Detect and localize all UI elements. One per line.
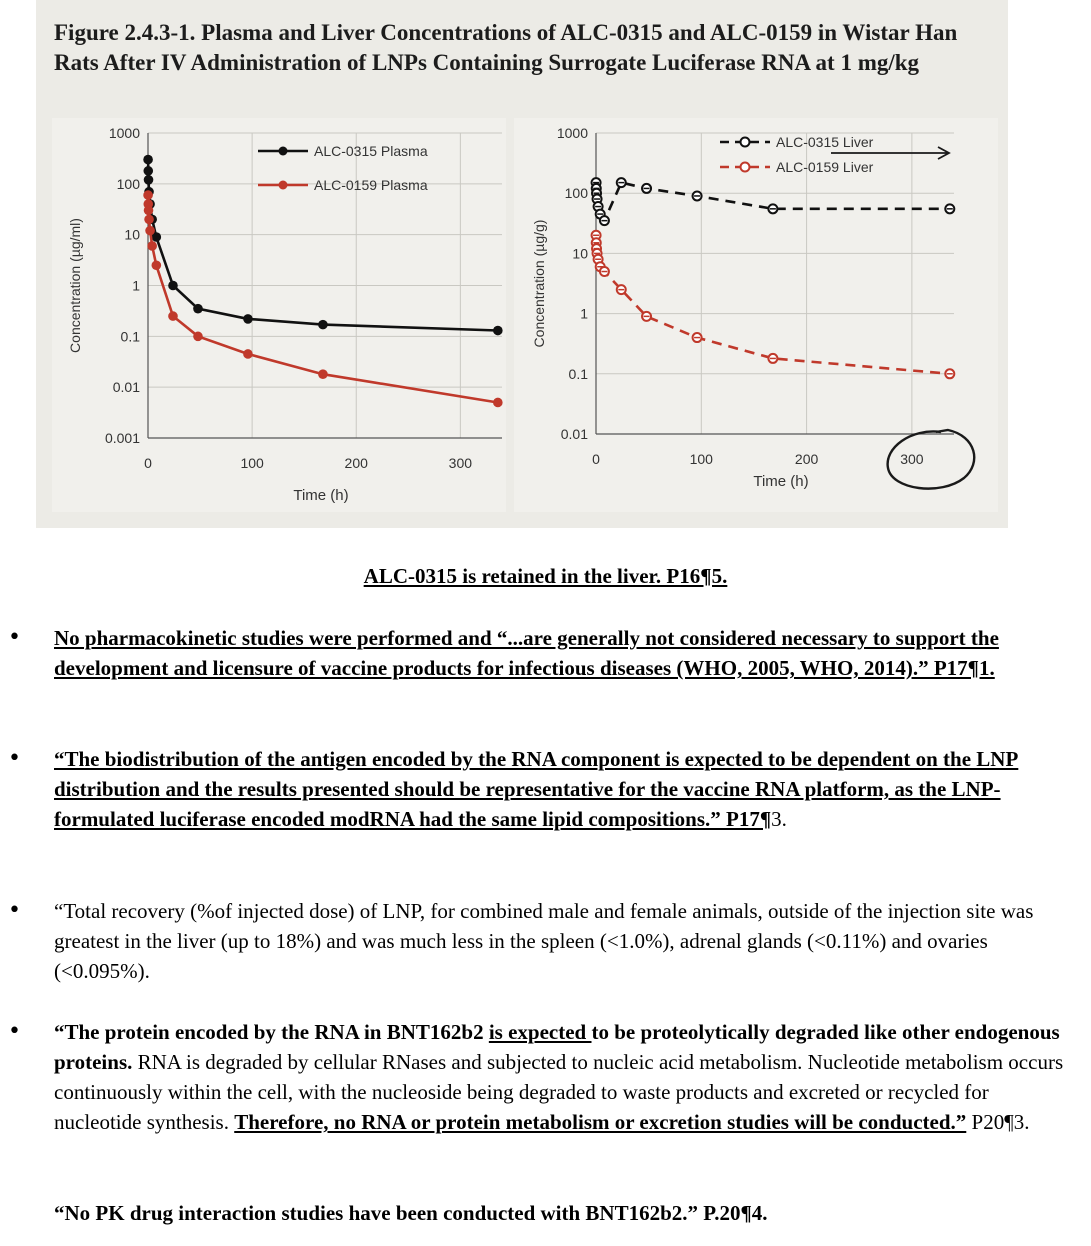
bullet-text-bold: to be proteolytically degraded like other endogenous proteins. (54, 1020, 1060, 1074)
y-tick-label: 1 (132, 277, 140, 294)
x-tick-label: 200 (344, 455, 368, 471)
y-tick-label: 1000 (108, 125, 140, 141)
x-tick-label: 200 (794, 451, 819, 467)
figure-title: Figure 2.4.3-1. Plasma and Liver Concentrations of ALC-0315 and ALC-0159 in Wistar Han Rats After IV Administration of LNPs Containing Surrogate Luciferase RNA at 1 mg/kg (54, 20, 958, 75)
bullet-text-underlined: Therefore, no RNA or protein metabolism or excretion studies will be conducted.” (234, 1110, 967, 1134)
data-point (318, 320, 328, 330)
x-tick-label: 0 (144, 455, 152, 471)
y-axis-label: Concentration (µg/g) (531, 219, 547, 348)
x-axis-label: Time (h) (293, 487, 349, 504)
y-tick-label: 100 (564, 185, 588, 202)
data-point (147, 241, 157, 251)
y-tick-label: 0.1 (568, 365, 588, 382)
legend-label: ALC-0315 Liver (776, 134, 874, 150)
x-tick-label: 100 (240, 455, 264, 471)
bullet-pk-studies (8, 623, 1074, 683)
liver-chart (514, 118, 998, 512)
data-point (168, 281, 178, 291)
data-point (493, 398, 503, 408)
x-tick-label: 300 (900, 451, 924, 467)
y-tick-label: 1 (580, 305, 588, 322)
legend-label: ALC-0315 Plasma (314, 143, 428, 159)
data-point (143, 190, 153, 200)
y-tick-label: 1000 (556, 125, 588, 141)
bullet-marker: • (8, 1019, 21, 1044)
y-axis-label: Concentration (µg/ml) (67, 218, 83, 353)
data-point (143, 166, 153, 176)
data-point (143, 155, 153, 165)
legend-label: ALC-0159 Plasma (314, 177, 428, 193)
data-point (168, 311, 178, 321)
bullet-marker: • (8, 746, 21, 771)
legend-marker (741, 138, 750, 147)
plasma-chart (52, 118, 506, 512)
bullet-text-underlined: “The biodistribution of the antigen encoded by the RNA component is expected to be dependent on the LNP distribution and the results presented should be representative for the vaccine RNA platform, as the LNP-formulated luciferase encoded modRNA had the same lipid compositions.” P17¶ (54, 747, 1019, 831)
x-tick-label: 0 (592, 451, 600, 467)
data-point (144, 215, 154, 225)
legend-marker (741, 163, 750, 172)
data-point (144, 175, 154, 185)
bullet-marker: • (8, 898, 21, 923)
figure-photo (36, 0, 1008, 528)
y-tick-label: 10 (124, 226, 140, 243)
data-point (193, 332, 203, 342)
y-tick-label: 0.1 (120, 328, 140, 345)
legend-marker (279, 181, 288, 190)
y-tick-label: 100 (116, 175, 140, 192)
bullet-text-underlined: is expected (488, 1020, 592, 1044)
data-point (243, 349, 253, 359)
data-point (243, 314, 253, 324)
figure-caption (0, 563, 1091, 589)
bullet-total-recovery (8, 896, 1074, 986)
x-tick-label: 100 (689, 451, 713, 467)
legend-label: ALC-0159 Liver (776, 159, 874, 175)
bullet-text-bold: “The protein encoded by the RNA in BNT162b2 (54, 1020, 489, 1044)
bullet-text: “Total recovery (%of injected dose) of LNP, for combined male and female animals, outside of the injection site was greatest in the liver (up to 18%) and was much less in the spleen (<1.0%), adrenal glands (<0.11%) and ovaries (<0.095%). (54, 899, 1034, 983)
bullet-biodistribution (8, 744, 1074, 834)
y-tick-label: 0.01 (112, 379, 140, 396)
x-axis-label: Time (h) (753, 473, 809, 490)
y-tick-label: 0.001 (104, 430, 140, 446)
data-point (152, 260, 162, 270)
bullet-protein-degradation (8, 1017, 1074, 1137)
data-point (144, 206, 154, 216)
data-point (318, 369, 328, 379)
caption-text: ALC-0315 is retained in the liver. P16¶5. (363, 564, 728, 588)
x-tick-label: 300 (448, 455, 473, 471)
data-point (145, 226, 155, 236)
y-tick-label: 0.01 (560, 426, 588, 442)
data-point (193, 304, 203, 314)
bullet-text: No pharmacokinetic studies were performed and “...are generally not considered necessary to support the development and licensure of vaccine products for infectious diseases (WHO, 2005, WHO, 2014).” P17¶1. (54, 626, 999, 680)
y-tick-label: 10 (572, 245, 588, 262)
bullet-text-plain: RNA is degraded by cellular RNases and subjected to nucleic acid metabolism. Nucleotide metabolism occurs continuously within the cell, with the nucleoside being degraded to waste products and excreted or recycled for nucleotide synthesis. (54, 1050, 1064, 1134)
bullet-marker: • (8, 625, 21, 650)
bullet-text-plain: 3. (771, 807, 787, 831)
closing-statement: “No PK drug interaction studies have been conducted with BNT162b2.” P.20¶4. (54, 1201, 768, 1225)
bullet-text-plain: P20¶3. (966, 1110, 1030, 1134)
chart-area (36, 0, 1008, 528)
data-point (493, 326, 503, 336)
legend-marker (279, 147, 288, 156)
